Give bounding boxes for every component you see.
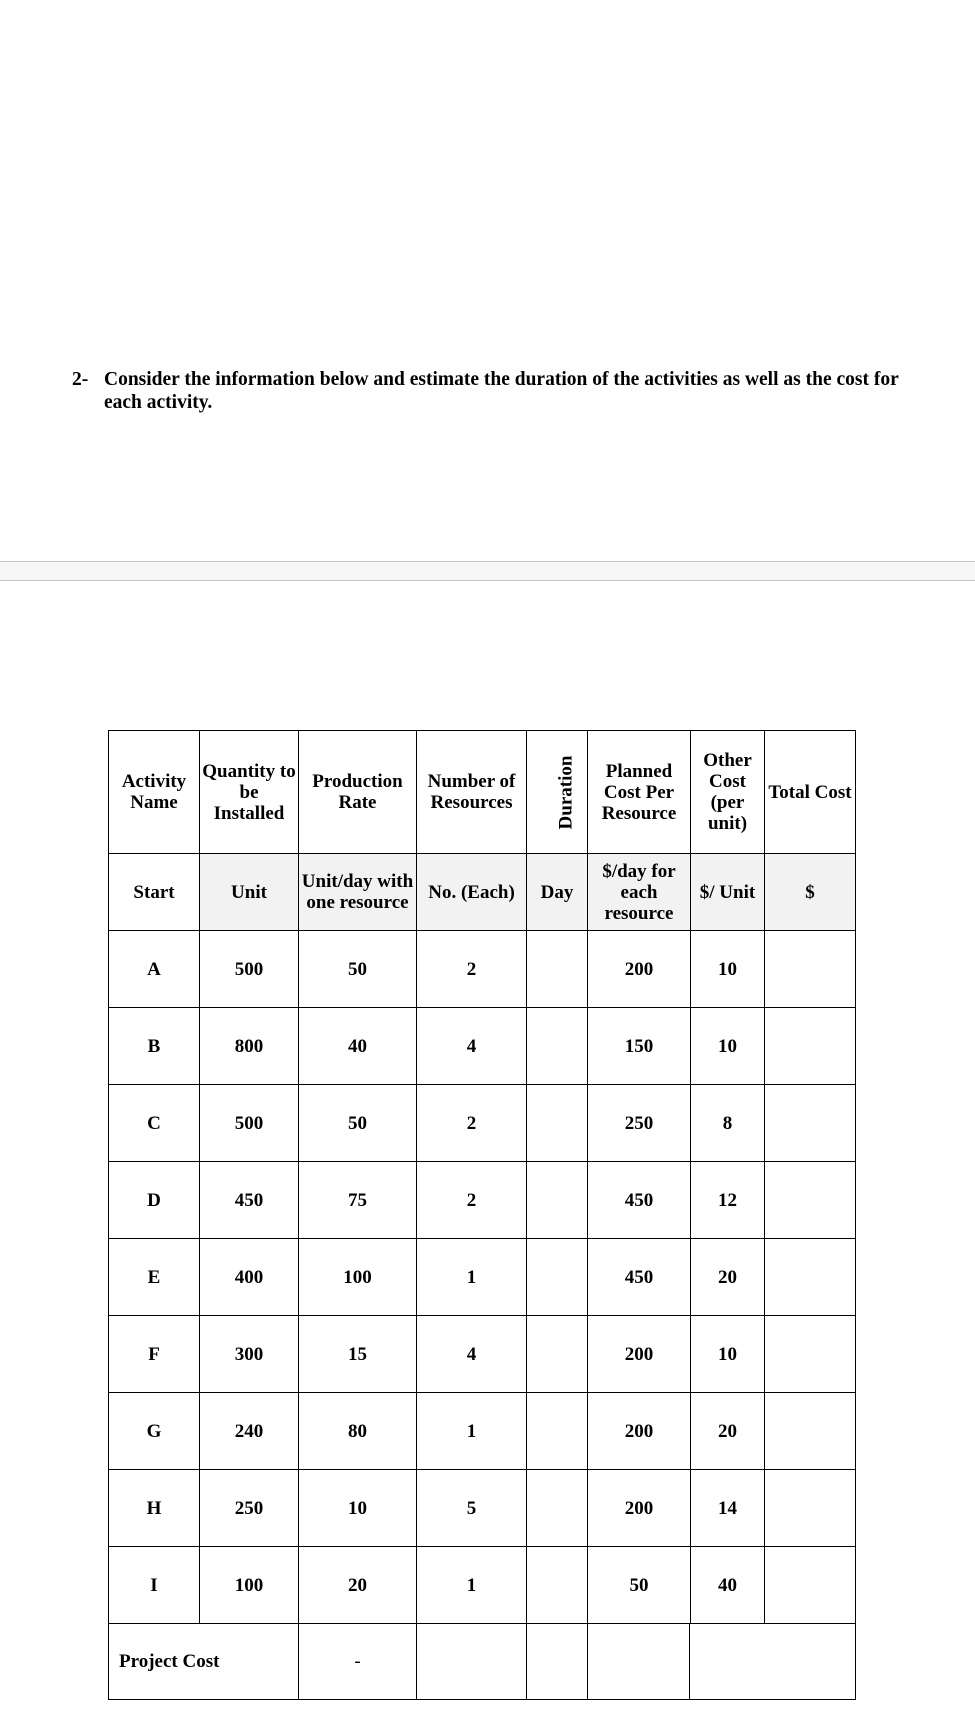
project-cost-empty [417, 1624, 856, 1700]
cell-quantity: 500 [200, 931, 299, 1008]
cell-other-cost: 10 [691, 931, 765, 1008]
cell-rate: 50 [299, 931, 417, 1008]
header-row [109, 731, 856, 854]
cell-quantity: 240 [200, 1393, 299, 1470]
cell-duration [527, 1239, 588, 1316]
cell-planned-cost: 250 [588, 1085, 691, 1162]
cell-quantity: 400 [200, 1239, 299, 1316]
units-rate: Unit/day with one resource [299, 854, 417, 931]
cell-rate: 80 [299, 1393, 417, 1470]
question-number: 2- [72, 369, 89, 390]
units-total-cost: $ [765, 854, 856, 931]
table-row [109, 1085, 856, 1162]
project-cost-blank-cell [588, 1624, 691, 1699]
cell-activity: H [109, 1470, 200, 1547]
cell-total-cost [765, 1162, 856, 1239]
cell-resources: 4 [417, 1316, 527, 1393]
cell-duration [527, 931, 588, 1008]
cell-quantity: 300 [200, 1316, 299, 1393]
cell-quantity: 250 [200, 1470, 299, 1547]
cell-rate: 75 [299, 1162, 417, 1239]
cell-resources: 2 [417, 1085, 527, 1162]
cell-resources: 5 [417, 1470, 527, 1547]
cell-total-cost [765, 1239, 856, 1316]
cell-activity: G [109, 1393, 200, 1470]
cell-other-cost: 40 [691, 1547, 765, 1624]
cell-total-cost [765, 1085, 856, 1162]
cell-resources: 2 [417, 931, 527, 1008]
project-cost-blank-cell [690, 1624, 764, 1699]
table-row [109, 1239, 856, 1316]
cell-duration [527, 1316, 588, 1393]
cell-duration [527, 1393, 588, 1470]
cell-rate: 40 [299, 1008, 417, 1085]
project-cost-blank-cell [764, 1624, 855, 1699]
header-production-rate: Production Rate [299, 731, 417, 854]
cell-resources: 1 [417, 1547, 527, 1624]
question-text: Consider the information below and estimate the duration of the activities as well as the cost for each activity. [104, 369, 899, 413]
cell-rate: 10 [299, 1470, 417, 1547]
table-row [109, 1393, 856, 1470]
project-cost-blank-cell [527, 1624, 588, 1699]
cell-activity: I [109, 1547, 200, 1624]
units-other-cost: $/ Unit [691, 854, 765, 931]
cell-activity: D [109, 1162, 200, 1239]
activity-table [108, 730, 856, 1700]
cell-planned-cost: 200 [588, 1316, 691, 1393]
cell-rate: 50 [299, 1085, 417, 1162]
cell-total-cost [765, 1316, 856, 1393]
cell-other-cost: 10 [691, 1316, 765, 1393]
header-number-of-resources: Number of Resources [417, 731, 527, 854]
project-cost-rate: - [299, 1624, 417, 1700]
cell-activity: F [109, 1316, 200, 1393]
header-planned-cost: Planned Cost Per Resource [588, 731, 691, 854]
header-quantity: Quantity to be Installed [200, 731, 299, 854]
cell-resources: 1 [417, 1239, 527, 1316]
units-quantity: Unit [200, 854, 299, 931]
header-total-cost: Total Cost [765, 731, 856, 854]
project-cost-blank-cell [417, 1624, 527, 1699]
cell-duration [527, 1085, 588, 1162]
units-row [109, 854, 856, 931]
cell-planned-cost: 200 [588, 1470, 691, 1547]
cell-planned-cost: 50 [588, 1547, 691, 1624]
cell-other-cost: 10 [691, 1008, 765, 1085]
cell-rate: 100 [299, 1239, 417, 1316]
cell-duration [527, 1470, 588, 1547]
cell-total-cost [765, 1547, 856, 1624]
cell-rate: 20 [299, 1547, 417, 1624]
cell-activity: A [109, 931, 200, 1008]
cell-other-cost: 8 [691, 1085, 765, 1162]
cell-quantity: 100 [200, 1547, 299, 1624]
cell-other-cost: 20 [691, 1239, 765, 1316]
cell-quantity: 800 [200, 1008, 299, 1085]
header-other-cost: Other Cost (per unit) [691, 731, 765, 854]
cell-planned-cost: 200 [588, 1393, 691, 1470]
table-row [109, 931, 856, 1008]
cell-resources: 2 [417, 1162, 527, 1239]
project-cost-row [109, 1624, 856, 1700]
cell-quantity: 500 [200, 1085, 299, 1162]
cell-duration [527, 1547, 588, 1624]
cell-activity: B [109, 1008, 200, 1085]
table-row [109, 1008, 856, 1085]
cell-activity: E [109, 1239, 200, 1316]
cell-planned-cost: 200 [588, 931, 691, 1008]
units-resources: No. (Each) [417, 854, 527, 931]
cell-activity: C [109, 1085, 200, 1162]
project-cost-label: Project Cost [109, 1624, 299, 1700]
cell-planned-cost: 150 [588, 1008, 691, 1085]
header-activity-name: Activity Name [109, 731, 200, 854]
units-duration: Day [527, 854, 588, 931]
cell-resources: 4 [417, 1008, 527, 1085]
cell-duration [527, 1008, 588, 1085]
header-duration-cell [527, 731, 588, 854]
cell-duration [527, 1162, 588, 1239]
cell-quantity: 450 [200, 1162, 299, 1239]
cell-resources: 1 [417, 1393, 527, 1470]
table-row [109, 1470, 856, 1547]
question-block [72, 368, 912, 414]
cell-planned-cost: 450 [588, 1162, 691, 1239]
cell-total-cost [765, 931, 856, 1008]
cell-total-cost [765, 1470, 856, 1547]
table-row [109, 1547, 856, 1624]
cell-total-cost [765, 1008, 856, 1085]
page-divider [0, 561, 975, 581]
header-duration: Duration [555, 755, 577, 829]
cell-other-cost: 14 [691, 1470, 765, 1547]
table-row [109, 1162, 856, 1239]
cell-other-cost: 12 [691, 1162, 765, 1239]
units-planned-cost: $/day for each resource [588, 854, 691, 931]
cell-total-cost [765, 1393, 856, 1470]
cell-rate: 15 [299, 1316, 417, 1393]
cell-planned-cost: 450 [588, 1239, 691, 1316]
units-activity: Start [109, 854, 200, 931]
cell-other-cost: 20 [691, 1393, 765, 1470]
table-row [109, 1316, 856, 1393]
